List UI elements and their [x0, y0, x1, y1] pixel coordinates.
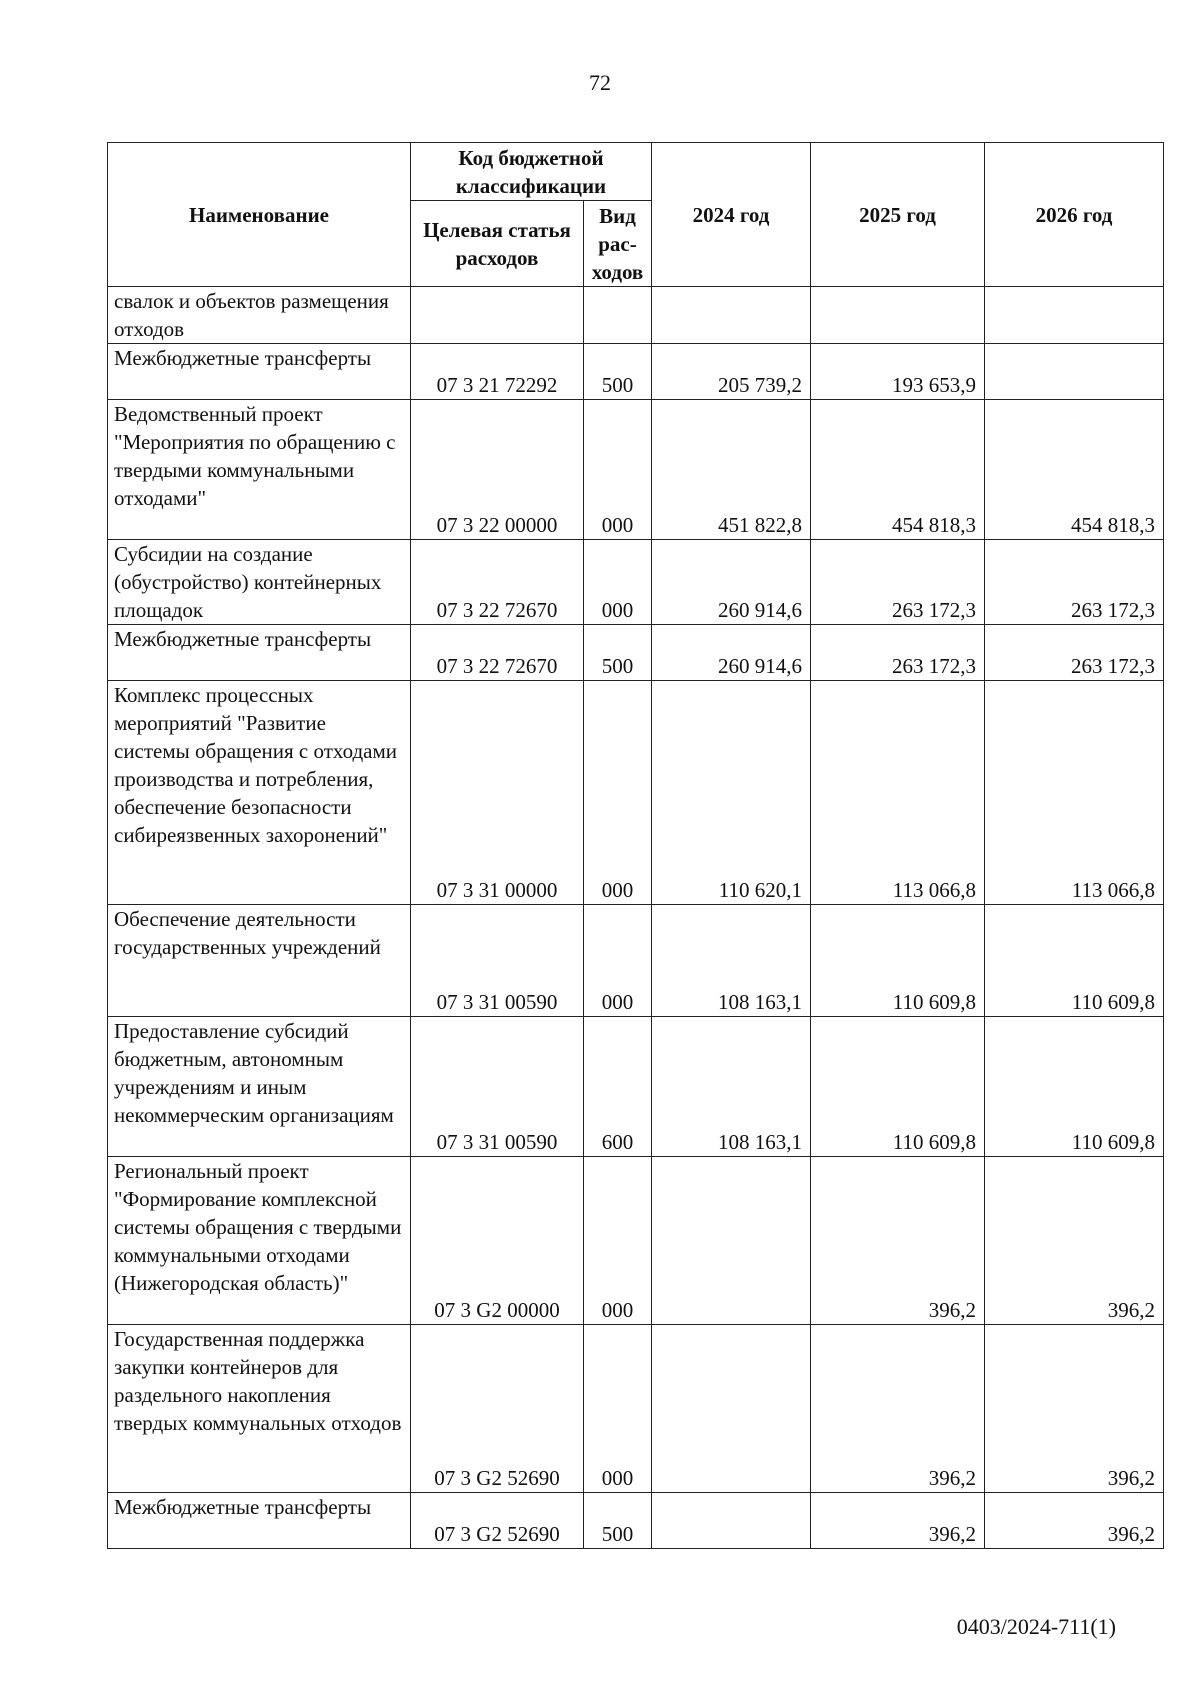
row-amount-2026: [985, 287, 1164, 344]
row-amount-2025: 110 609,8: [811, 1017, 985, 1157]
row-amount-2024: 108 163,1: [652, 1017, 811, 1157]
row-amount-2026: 263 172,3: [985, 540, 1164, 625]
row-amount-2025: 110 609,8: [811, 905, 985, 1017]
row-expense-type: 000: [584, 905, 652, 1017]
row-amount-2026: 396,2: [985, 1493, 1164, 1549]
table-row: [108, 681, 1164, 905]
row-name: Межбюджетные трансферты: [108, 344, 411, 400]
row-amount-2024: 205 739,2: [652, 344, 811, 400]
row-amount-2026: 454 818,3: [985, 400, 1164, 540]
row-amount-2024: 260 914,6: [652, 625, 811, 681]
row-amount-2026: 113 066,8: [985, 681, 1164, 905]
row-amount-2025: 113 066,8: [811, 681, 985, 905]
row-amount-2026: 110 609,8: [985, 1017, 1164, 1157]
table-row: [108, 344, 1164, 400]
row-expense-type: 000: [584, 1157, 652, 1325]
row-amount-2024: 260 914,6: [652, 540, 811, 625]
table-row: [108, 540, 1164, 625]
row-target-item: 07 3 G2 52690: [411, 1493, 584, 1549]
row-target-item: 07 3 31 00590: [411, 1017, 584, 1157]
row-expense-type: 000: [584, 400, 652, 540]
row-amount-2024: [652, 1157, 811, 1325]
header-expense-type: Вид рас-ходов: [584, 201, 652, 287]
table-row: [108, 1493, 1164, 1549]
row-amount-2025: 454 818,3: [811, 400, 985, 540]
row-amount-2026: 263 172,3: [985, 625, 1164, 681]
page-number: 72: [589, 70, 611, 95]
header-target-item: Целевая статья расходов: [411, 201, 584, 287]
row-name: Субсидии на создание (обустройство) контейнерных площадок: [108, 540, 411, 625]
row-amount-2024: 451 822,8: [652, 400, 811, 540]
row-amount-2024: 108 163,1: [652, 905, 811, 1017]
row-target-item: [411, 287, 584, 344]
table-row: [108, 287, 1164, 344]
row-target-item: 07 3 G2 00000: [411, 1157, 584, 1325]
row-amount-2025: 396,2: [811, 1325, 985, 1493]
row-amount-2025: 396,2: [811, 1493, 985, 1549]
table-row: [108, 1017, 1164, 1157]
row-expense-type: 000: [584, 681, 652, 905]
row-amount-2024: [652, 1325, 811, 1493]
row-target-item: 07 3 22 00000: [411, 400, 584, 540]
row-amount-2026: 396,2: [985, 1157, 1164, 1325]
row-name: свалок и объектов размещения отходов: [108, 287, 411, 344]
row-name: Предоставление субсидий бюджетным, автономным учреждениям и иным некоммерческим организациям: [108, 1017, 411, 1157]
row-amount-2025: 193 653,9: [811, 344, 985, 400]
row-amount-2025: [811, 287, 985, 344]
row-amount-2024: [652, 1493, 811, 1549]
row-name: Государственная поддержка закупки контейнеров для раздельного накопления твердых коммунальных отходов: [108, 1325, 411, 1493]
row-expense-type: [584, 287, 652, 344]
row-name: Обеспечение деятельности государственных учреждений: [108, 905, 411, 1017]
row-expense-type: 500: [584, 1493, 652, 1549]
row-target-item: 07 3 22 72670: [411, 625, 584, 681]
row-name: Региональный проект "Формирование комплексной системы обращения с твердыми коммунальными отходами (Нижегородская область)": [108, 1157, 411, 1325]
document-code: 0403/2024-711(1): [956, 1614, 1116, 1639]
row-amount-2025: 263 172,3: [811, 625, 985, 681]
table-row: [108, 625, 1164, 681]
header-name: Наименование: [108, 143, 411, 287]
header-budget-code: Код бюджетной классификации: [411, 143, 652, 201]
row-expense-type: 600: [584, 1017, 652, 1157]
row-name: Межбюджетные трансферты: [108, 1493, 411, 1549]
row-amount-2024: [652, 287, 811, 344]
row-expense-type: 000: [584, 1325, 652, 1493]
table-row: [108, 905, 1164, 1017]
row-target-item: 07 3 G2 52690: [411, 1325, 584, 1493]
header-year-2026: 2026 год: [985, 143, 1164, 287]
row-target-item: 07 3 31 00000: [411, 681, 584, 905]
row-expense-type: 500: [584, 344, 652, 400]
budget-table: [107, 142, 1164, 1549]
row-name: Межбюджетные трансферты: [108, 625, 411, 681]
table-row: [108, 400, 1164, 540]
table-row: [108, 1157, 1164, 1325]
header-year-2024: 2024 год: [652, 143, 811, 287]
row-target-item: 07 3 31 00590: [411, 905, 584, 1017]
row-target-item: 07 3 21 72292: [411, 344, 584, 400]
row-amount-2026: [985, 344, 1164, 400]
row-name: Комплекс процессных мероприятий "Развитие системы обращения с отходами производства и потребления, обеспечение безопасности сибиреязвенных захоронений": [108, 681, 411, 905]
row-amount-2026: 110 609,8: [985, 905, 1164, 1017]
header-year-2025: 2025 год: [811, 143, 985, 287]
row-target-item: 07 3 22 72670: [411, 540, 584, 625]
row-amount-2025: 396,2: [811, 1157, 985, 1325]
row-amount-2025: 263 172,3: [811, 540, 985, 625]
table-row: [108, 1325, 1164, 1493]
row-amount-2026: 396,2: [985, 1325, 1164, 1493]
row-amount-2024: 110 620,1: [652, 681, 811, 905]
row-expense-type: 000: [584, 540, 652, 625]
row-name: Ведомственный проект "Мероприятия по обращению с твердыми коммунальными отходами": [108, 400, 411, 540]
row-expense-type: 500: [584, 625, 652, 681]
